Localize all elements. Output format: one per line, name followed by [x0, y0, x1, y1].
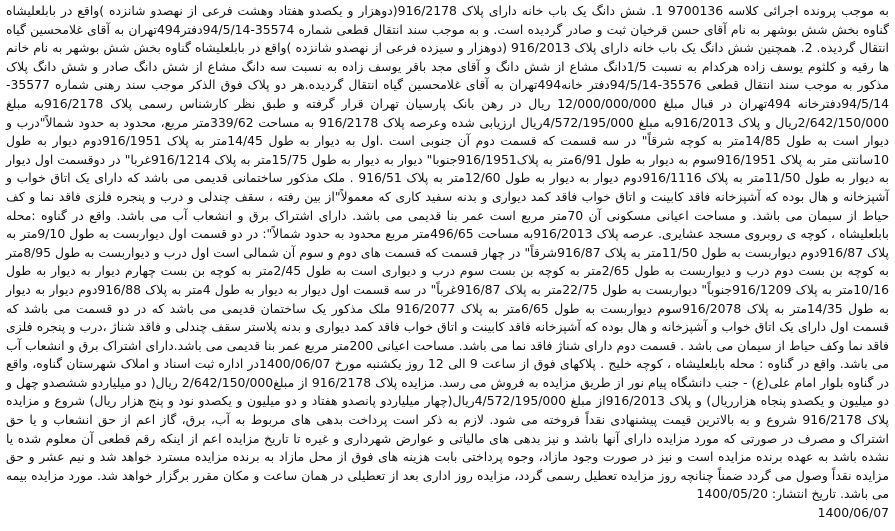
notice-body-text: به موجب پرونده اجرائی کلاسه 9700136 1. شش دانگ یک باب خانه دارای پلاک 916/2178(دوهزار و یکصدو هفتاد وهشت فرعی از نهصدو شانزده )واقع در بابلعلیشاه گناوه بخش شش بوشهر به نام آقای حسن قرخیان ثبت و صادر گردیده است. و به موجب سند انتقال قطعی شماره 35574-94/5/14دفتر494تهران به آقای غلامحسین گیاه انتقال گردیده. 2. همچنین شش دانگ یک باب خانه دارای پلاک 916/2013 (دوهزار و سیزده فرعی از نهصدو شانزده )واقع در بابلعلیشاه گناوه بخش شش بوشهر به نام خانم ها رقیه و کلثوم یوسف زاده هرکدام به نسبت 1/5دانگ مشاع از شش دانگ و آقای مجد باقر یوسف زاده به نسبت سه دانگ مشاع از شش دانگ صادر و شش دانگ پلاک مذکور به موجب سند انتقال قطعی 35576-94/5/14دفتر خانه494تهران به آقای غلامحسین گیاه انتقال گردیده.هر دو پلاک فوق الذکر موجب سند رهنی شماره 35577-94/5/14دفترخانه 494تهران در قبال مبلغ 12/000/000/000 ریال در رهن بانک پارسیان تهران قرار گرفته و طبق نظر کارشناس رسمی پلاک 916/2178به مبلغ 2/642/150/000ریال و پلاک 916/2013به مبلغ 4/572/195/000ریال ارزیابی شده وعرصه پلاک 916/2178 به مساحت 339/62متر مربع، محدود به حدود شمالاً"درب و دیوار است به طول 14/85متر به کوچه شرقاً" در سه قسمت که قسمت دوم آن جنوبی است .اول به دیوار به طول 14/45متر به پلاک 916/1951دوم دیوار به طول 10سانتی متر به پلاک 916/1951سوم به دیوار به طول 6/91متر به پلاک916/1951جنوبا" دیوار به دیوار به طول 15/75متر به پلاک 916/1214غربا" در دوقسمت اول دیوار به دیوار به طول 11/50متر به پلاک 916/1116دوم دیوار به دیوار به طول 12/60متر به پلاک 916/51 . ملک مذکور ساختمانی قدیمی می باشد که دارای یک اتاق خواب و آشپزخانه و هال بوده که آشپزخانه فاقد کابینت و اتاق خواب فاقد کمد دیواری و بدنه سفید کاری که معمولاً"از بین رفته ، سقف چندلی و درب و پنجره فلزی فاقد نما و کف حیاط از سیمان می باشد. و مساحت اعیانی مسکونی آن 70متر مربع است عمر بنا قدیمی می باشد. دارای اشتراک برق و انشعاب آب می باشد. واقع در گناوه :محله بابلعلیشاه ، کوچه ی روبروی مسجد عشایری. عرصه پلاک 916/2013به مساحت 496/65متر مربع محدود به حدود شمالاً": در دو قسمت اول دیواربست به طول 9/10متر به پلاک 916/87دوم دیواربست به طول 11/50متر به پلاک 916/87شرقاً" در چهار قسمت که قسمت های دوم و سوم آن شمالی است اول درب و دیواربست به طول 8/95متر به کوچه بن بست دوم درب و دیواربست به طول 2/65متر به کوچه بن بست سوم درب و دیواری است به طول 2/45متر به کوچه بن بست چهارم دیوار به دیوار به طول 10/16متر به پلاک 916/1209جنوباً" دیواربست به طول 22/75متر به پلاک 916/87غرباً" در سه قسمت اول دیوار به دیوار به طول 4متر به پلاک 916/88دوم دیوار به دیوار به طول 14/35متر به پلاک 916/2078سوم دیواربست به طول 6/65متر به پلاک 916/2077 ملک مذکور یک ساختمان قدیمی می باشد که در دو قسمت می باشد که قسمت اول دارای یک اتاق خواب و آشپزخانه و هال بوده که آشپزخانه فاقد کابینت و اتاق خواب فاقد کمد دیواری و بدنه پلاستر سقف چندلی و فاقد شناژ ،درب و پنجره فلزی فاقد نما وکف حیاط از سیمان می باشد . قسمت دوم دارای شناژ فاقد نما می باشد. مساحت اعیانی 200متر مربع عمر بنا قدیمی می باشد.دارای اشتراک برق و انشعاب آب می باشد. واقع در گناوه : محله بابلعلیشاه ، کوچه خلیج . پلاکهای فوق از ساعت 9 الی 12 روز یکشنبه مورخ 1400/06/07در اداره ثبت اسناد و املاک شهرستان گناوه، واقع در گناوه بلوار امام علی(ع) - جنب دانشگاه پیام نور از طریق مزایده به فروش می رسد. مزایده پلاک 916/2178 از مبلغ2/642/150/000 ریال( دو میلیاردو ششصدو چهل و دو میلیون و یکصدو پنجاه هزارریال) و پلاک 916/2013از مبلغ 4/572/195/000ریال(چهار میلیاردو پانصدو هفتاد و دو میلیون و یکصدو نود و پنج هزار ریال) شروع و مزایده پلاک 916/2178 شروع و به بالاترین قیمت پیشنهادی نقداً فروخته می شود. لازم به ذکر است پرداخت بدهی های مربوط به آب، برق، گاز اعم از حق انشعاب و یا حق اشتراک و مصرف در صورتی که مورد مزایده دارای آنها باشد و نیز بدهی های مالیاتی و عوارض شهرداری و غیره تا تاریخ مزایده اعم از اینکه رقم قطعی آن معلوم شده یا نشده باشد به عهده برنده مزایده است و نیز در صورت وجود مازاد، وجوه پرداختی بابت هزینه های فوق از محل مازاد به برنده مزایده مسترد خواهد شد و نیم عشر و حق مزایده نقداً وصول می گردد ضمناً چنانچه روز مزایده تعطیل رسمی گردد، مزایده روز اداری بعد از تعطیلی در همان ساعت و مکان مقرر برگزار خواهد شد. مورد مزایده بیمه می باشد. تاریخ انتشار: 1400/05/20 [6, 3, 890, 502]
notice-date: 1400/06/07 [817, 505, 889, 521]
auction-notice [6, 2, 889, 529]
